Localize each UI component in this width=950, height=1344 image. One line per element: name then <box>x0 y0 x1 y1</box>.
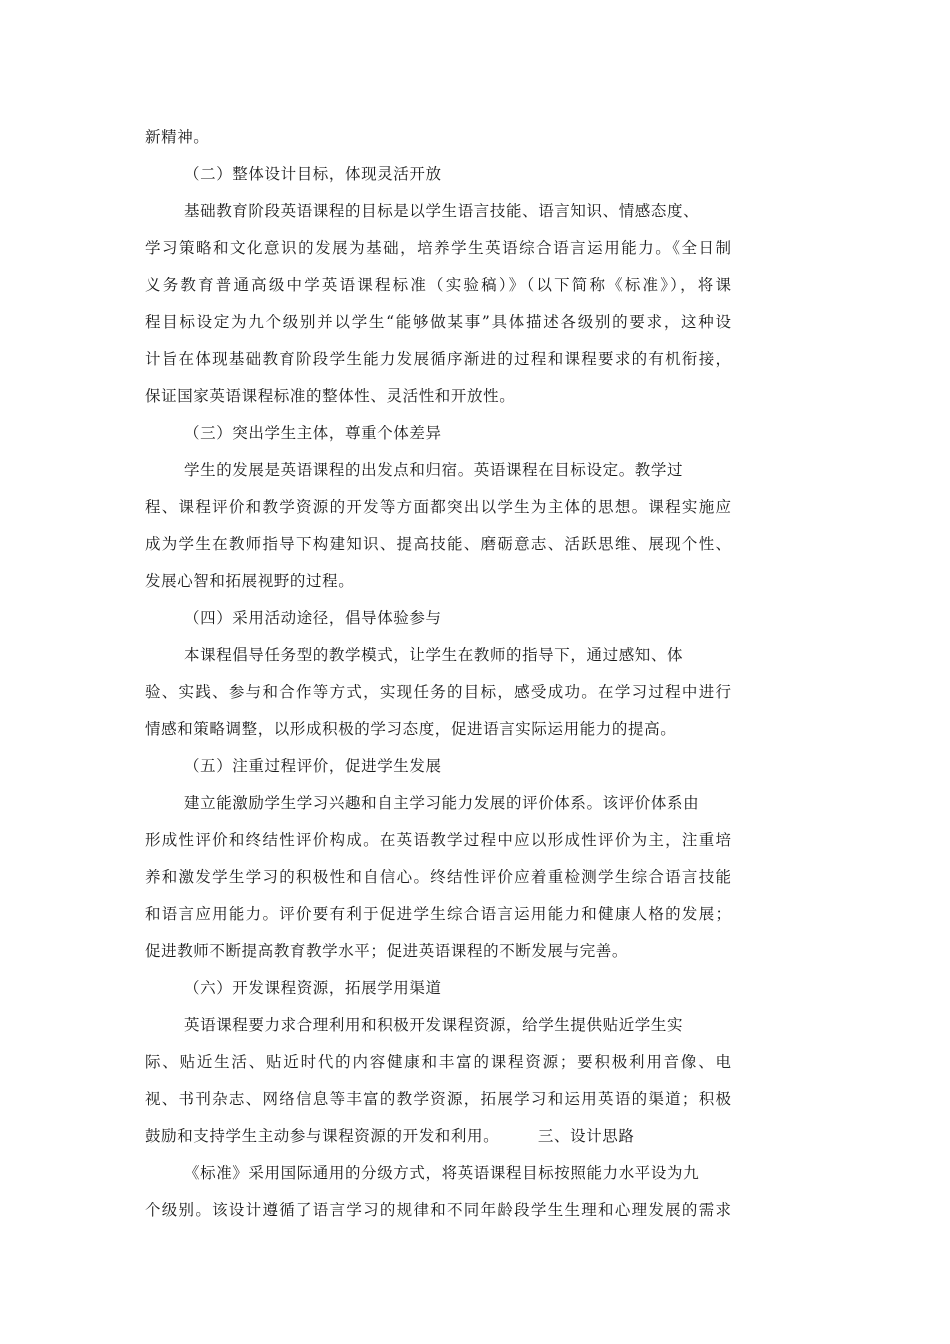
text-line: 本课程倡导任务型的教学模式，让学生在教师的指导下，通过感知、体 <box>184 646 684 664</box>
section-heading: （六）开发课程资源，拓展学用渠道 <box>184 979 442 997</box>
section-heading: （二）整体设计目标，体现灵活开放 <box>184 165 442 183</box>
text-line: 发展心智和拓展视野的过程。 <box>145 572 355 590</box>
text-line: 程、课程评价和教学资源的开发等方面都突出以学生为主体的思想。课程实施应 <box>145 498 731 516</box>
text-line: 新精神。 <box>145 128 210 146</box>
text-line: 建立能激励学生学习兴趣和自主学习能力发展的评价体系。该评价体系由 <box>184 794 700 812</box>
section-heading: （三）突出学生主体，尊重个体差异 <box>184 424 442 442</box>
text-line: 义务教育普通高级中学英语课程标准（实验稿）》（以下简称《标准》），将课 <box>145 276 731 294</box>
text-line: 形成性评价和终结性评价构成。在英语教学过程中应以形成性评价为主，注重培 <box>145 831 731 849</box>
text-line: 《标准》采用国际通用的分级方式，将英语课程目标按照能力水平设为九 <box>184 1164 700 1182</box>
section-heading: （五）注重过程评价，促进学生发展 <box>184 757 442 775</box>
text-line: 促进教师不断提高教育教学水平；促进英语课程的不断发展与完善。 <box>145 942 629 960</box>
text-line: 和语言应用能力。评价要有利于促进学生综合语言运用能力和健康人格的发展； <box>145 905 731 923</box>
text-line: 验、实践、参与和合作等方式，实现任务的目标，感受成功。在学习过程中进行 <box>145 683 731 701</box>
text-line: 际、贴近生活、贴近时代的内容健康和丰富的课程资源；要积极利用音像、电 <box>145 1053 731 1071</box>
text-line: 情感和策略调整，以形成积极的学习态度，促进语言实际运用能力的提高。 <box>145 720 677 738</box>
text-line: 个级别。该设计遵循了语言学习的规律和不同年龄段学生生理和心理发展的需求 <box>145 1201 731 1219</box>
text-line: 成为学生在教师指导下构建知识、提高技能、磨砺意志、活跃思维、展现个性、 <box>145 535 731 553</box>
text-line: 鼓励和支持学生主动参与课程资源的开发和利用。 三、设计思路 <box>145 1127 635 1145</box>
text-line: 英语课程要力求合理利用和积极开发课程资源，给学生提供贴近学生实 <box>184 1016 684 1034</box>
text-line: 基础教育阶段英语课程的目标是以学生语言技能、语言知识、情感态度、 <box>184 202 700 220</box>
text-line: 学生的发展是英语课程的出发点和归宿。英语课程在目标设定。教学过 <box>184 461 684 479</box>
text-line: 计旨在体现基础教育阶段学生能力发展循序渐进的过程和课程要求的有机衔接， <box>145 350 731 368</box>
text-line: 程目标设定为九个级别并以学生“能够做某事”具体描述各级别的要求，这种设 <box>145 313 731 331</box>
text-line: 保证国家英语课程标准的整体性、灵活性和开放性。 <box>145 387 516 405</box>
section-heading: （四）采用活动途径，倡导体验参与 <box>184 609 442 627</box>
text-line: 养和激发学生学习的积极性和自信心。终结性评价应着重检测学生综合语言技能 <box>145 868 731 886</box>
text-line: 视、书刊杂志、网络信息等丰富的教学资源，拓展学习和运用英语的渠道；积极 <box>145 1090 731 1108</box>
text-line: 学习策略和文化意识的发展为基础，培养学生英语综合语言运用能力。《全日制 <box>145 239 731 257</box>
